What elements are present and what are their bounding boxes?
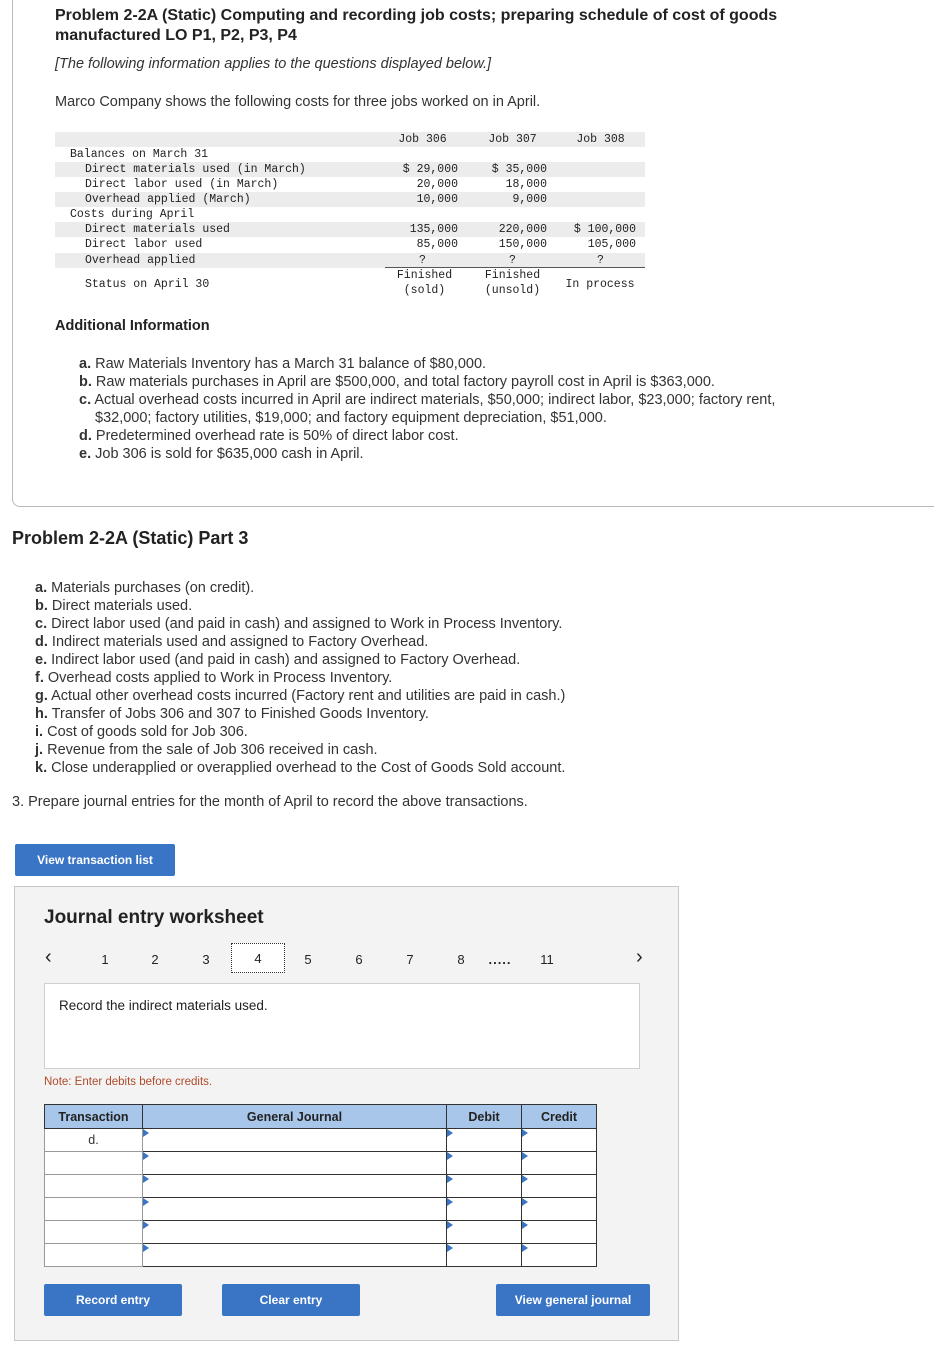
page-ellipsis: ..... (488, 952, 512, 967)
list-item: b. Raw materials purchases in April are $500,000, and total factory payroll cost in April is $363,000. (79, 374, 715, 390)
transaction-cell (45, 1152, 143, 1175)
info-note: [The following information applies to the questions displayed below.] (55, 56, 492, 72)
list-item: d. Indirect materials used and assigned to Factory Overhead. (35, 634, 429, 650)
page-11[interactable]: 11 (540, 952, 554, 967)
credit-input[interactable] (522, 1129, 597, 1152)
account-input[interactable] (143, 1152, 447, 1175)
table-row (45, 1244, 597, 1267)
list-item: c. Direct labor used (and paid in cash) and assigned to Work in Process Inventory. (35, 616, 563, 632)
table-row: Direct labor used 85,000 150,000 105,000 (85, 238, 636, 251)
transaction-cell (45, 1244, 143, 1267)
status-job307: Finished (unsold) (484, 269, 541, 297)
list-item: a. Materials purchases (on credit). (35, 580, 255, 596)
table-row: Overhead applied ? ? ? (55, 253, 645, 268)
worksheet-title: Journal entry worksheet (44, 907, 264, 928)
list-item: e. Indirect labor used (and paid in cash) and assigned to Factory Overhead. (35, 652, 521, 668)
table-row (45, 1175, 597, 1198)
col-job308: Job 308 (576, 133, 625, 146)
view-general-journal-button[interactable]: View general journal (496, 1284, 650, 1316)
table-row: Overhead applied (March) 10,000 9,000 (55, 192, 645, 207)
table-row: Costs during April (70, 208, 195, 221)
page-4-active[interactable]: 4 (231, 943, 285, 973)
col-job307: Job 307 (488, 133, 537, 146)
account-input[interactable] (143, 1221, 447, 1244)
debit-input[interactable] (447, 1152, 522, 1175)
list-item: k. Close underapplied or overapplied overhead to the Cost of Goods Sold account. (35, 760, 566, 776)
journal-table (44, 1104, 597, 1267)
table-row (45, 1198, 597, 1221)
question-text: 3. Prepare journal entries for the month of April to record the above transactions. (12, 794, 528, 810)
additional-info-title: Additional Information (55, 318, 210, 334)
list-item: j. Revenue from the sale of Job 306 received in cash. (35, 742, 378, 758)
table-row: Balances on March 31 (70, 148, 209, 161)
clear-entry-button[interactable]: Clear entry (222, 1284, 360, 1316)
page-7[interactable]: 7 (406, 952, 414, 967)
problem-title: Problem 2-2A (Static) Computing and recording job costs; preparing schedule of cost of goods manufactured LO P1, P2, P3, P4 (55, 7, 778, 44)
instruction-text: Record the indirect materials used. (59, 998, 268, 1013)
debit-input[interactable] (447, 1129, 522, 1152)
list-item: f. Overhead costs applied to Work in Process Inventory. (35, 670, 393, 686)
additional-info-list (79, 355, 879, 463)
transaction-cell (45, 1175, 143, 1198)
list-item: g. Actual other overhead costs incurred (Factory rent and utilities are paid in cash.) (35, 688, 566, 704)
page-2[interactable]: 2 (151, 952, 159, 967)
page-8[interactable]: 8 (457, 952, 465, 967)
credit-input[interactable] (522, 1152, 597, 1175)
account-input[interactable] (143, 1175, 447, 1198)
header-transaction: Transaction (45, 1105, 143, 1129)
list-item: i. Cost of goods sold for Job 306. (35, 724, 248, 740)
col-job306: Job 306 (398, 133, 447, 146)
list-item: d. Predetermined overhead rate is 50% of direct labor cost. (79, 428, 459, 444)
credit-input[interactable] (522, 1244, 597, 1267)
list-item: c. Actual overhead costs incurred in April are indirect materials, $50,000; indirect labor, $23,000; factory rent, (79, 392, 776, 408)
transaction-list (35, 579, 835, 777)
debit-input[interactable] (447, 1198, 522, 1221)
credit-input[interactable] (522, 1221, 597, 1244)
record-entry-button[interactable]: Record entry (44, 1284, 182, 1316)
table-row: Direct materials used (in March) $ 29,000 $ 35,000 (55, 162, 645, 177)
next-arrow-icon[interactable]: › (636, 946, 643, 968)
instruction-box (44, 983, 640, 1069)
part-title: Problem 2-2A (Static) Part 3 (12, 528, 249, 548)
list-item: e. Job 306 is sold for $635,000 cash in April. (79, 446, 364, 462)
list-item: h. Transfer of Jobs 306 and 307 to Finished Goods Inventory. (35, 706, 429, 722)
list-item-cont: $32,000; factory utilities, $19,000; and factory equipment depreciation, $51,000. (95, 410, 607, 426)
table-row (45, 1129, 597, 1152)
prev-arrow-icon[interactable]: ‹ (45, 946, 52, 968)
list-item: a. Raw Materials Inventory has a March 31 balance of $80,000. (79, 356, 487, 372)
account-input[interactable] (143, 1244, 447, 1267)
credit-input[interactable] (522, 1175, 597, 1198)
intro-text: Marco Company shows the following costs for three jobs worked on in April. (55, 94, 541, 110)
page-5[interactable]: 5 (304, 952, 312, 967)
debit-credit-note: Note: Enter debits before credits. (44, 1076, 213, 1088)
table-row (45, 1221, 597, 1244)
transaction-cell (45, 1221, 143, 1244)
account-input[interactable] (143, 1198, 447, 1221)
page-1[interactable]: 1 (101, 952, 109, 967)
debit-input[interactable] (447, 1175, 522, 1198)
debit-input[interactable] (447, 1244, 522, 1267)
table-row: Direct labor used (in March) 20,000 18,000 (85, 178, 547, 191)
account-input[interactable] (143, 1129, 447, 1152)
table-row: Direct materials used 135,000 220,000 $ 100,000 (55, 222, 645, 237)
status-job308: In process (565, 278, 635, 291)
page-6[interactable]: 6 (355, 952, 363, 967)
page-3[interactable]: 3 (202, 952, 210, 967)
credit-input[interactable] (522, 1198, 597, 1221)
header-general-journal: General Journal (143, 1105, 447, 1129)
list-item: b. Direct materials used. (35, 598, 193, 614)
table-row-status: Status on April 30 (85, 278, 210, 291)
transaction-cell: d. (45, 1129, 143, 1152)
debit-input[interactable] (447, 1221, 522, 1244)
view-transaction-list-button[interactable]: View transaction list (15, 844, 175, 876)
table-row (45, 1152, 597, 1175)
transaction-cell (45, 1198, 143, 1221)
header-debit: Debit (447, 1105, 522, 1129)
status-job306: Finished (sold) (396, 269, 453, 297)
cost-table-header (55, 132, 645, 147)
header-credit: Credit (522, 1105, 597, 1129)
